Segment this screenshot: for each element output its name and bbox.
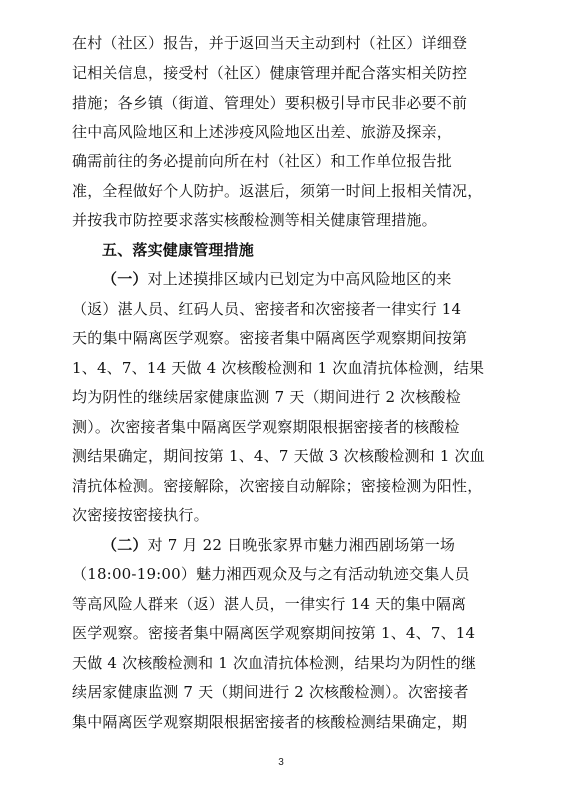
body-line: 1、4、7、14 天做 4 次核酸检测和 1 次血清抗体检测，结果 <box>72 359 485 377</box>
body-line: 均为阴性的继续居家健康监测 7 天（期间进行 2 次核酸检 <box>72 388 461 406</box>
body-line: 续居家健康监测 7 天（期间进行 2 次核酸检测）。次密接者 <box>72 683 469 701</box>
body-line: 措施；各乡镇（街道、管理处）要积极引导市民非必要不前 <box>72 94 468 112</box>
body-line: 往中高风险地区和上述涉疫风险地区出差、旅游及探亲， <box>72 123 453 141</box>
body-line: 在村（社区）报告，并于返回当天主动到村（社区）详细登 <box>72 34 468 52</box>
body-line: 确需前往的务必提前向所在村（社区）和工作单位报告批 <box>72 152 453 170</box>
body-line: 并按我市防控要求落实核酸检测等相关健康管理措施。 <box>72 211 437 229</box>
body-line: 天做 4 次核酸检测和 1 次血清抗体检测，结果均为阴性的继 <box>72 654 477 672</box>
section-heading: 五、落实健康管理措施 <box>102 241 255 259</box>
body-line: 天的集中隔离医学观察。密接者集中隔离医学观察期间按第 <box>72 329 468 347</box>
body-line: 测结果确定，期间按第 1、4、7 天做 3 次核酸检测和 1 次血 <box>72 447 485 465</box>
item2-first-line-text: 对 7 月 22 日晚张家界市魅力湘西剧场第一场 <box>147 536 456 554</box>
body-line: 医学观察。密接者集中隔离医学观察期间按第 1、4、7、14 <box>72 624 476 642</box>
item1-label: （一） <box>102 270 148 288</box>
body-line: 清抗体检测。密接解除，次密接自动解除；密接检测为阳性， <box>72 477 483 495</box>
body-line: 测）。次密接者集中隔离医学观察期限根据密接者的核酸检 <box>72 418 460 436</box>
item2-label: （二） <box>102 536 148 554</box>
body-line: 记相关信息，接受村（社区）健康管理并配合落实相关防控 <box>72 64 468 82</box>
body-line: 准，全程做好个人防护。返湛后，须第一时间上报相关情况， <box>72 182 483 200</box>
body-line: 集中隔离医学观察期限根据密接者的核酸检测结果确定，期 <box>72 713 468 731</box>
body-line: （18:00-19:00）魅力湘西观众及与之有活动轨迹交集人员 <box>72 565 470 583</box>
item2-first-line <box>102 535 532 555</box>
body-line: （返）湛人员、红码人员、密接者和次密接者一律实行 14 <box>72 300 462 318</box>
item1-first-line-text: 对上述摸排区域内已划定为中高风险地区的来 <box>147 270 452 288</box>
item1-first-line <box>102 269 532 289</box>
body-line: 次密接按密接执行。 <box>72 506 209 524</box>
page-number: 3 <box>278 757 284 768</box>
body-line: 等高风险人群来（返）湛人员，一律实行 14 天的集中隔离 <box>72 595 467 613</box>
